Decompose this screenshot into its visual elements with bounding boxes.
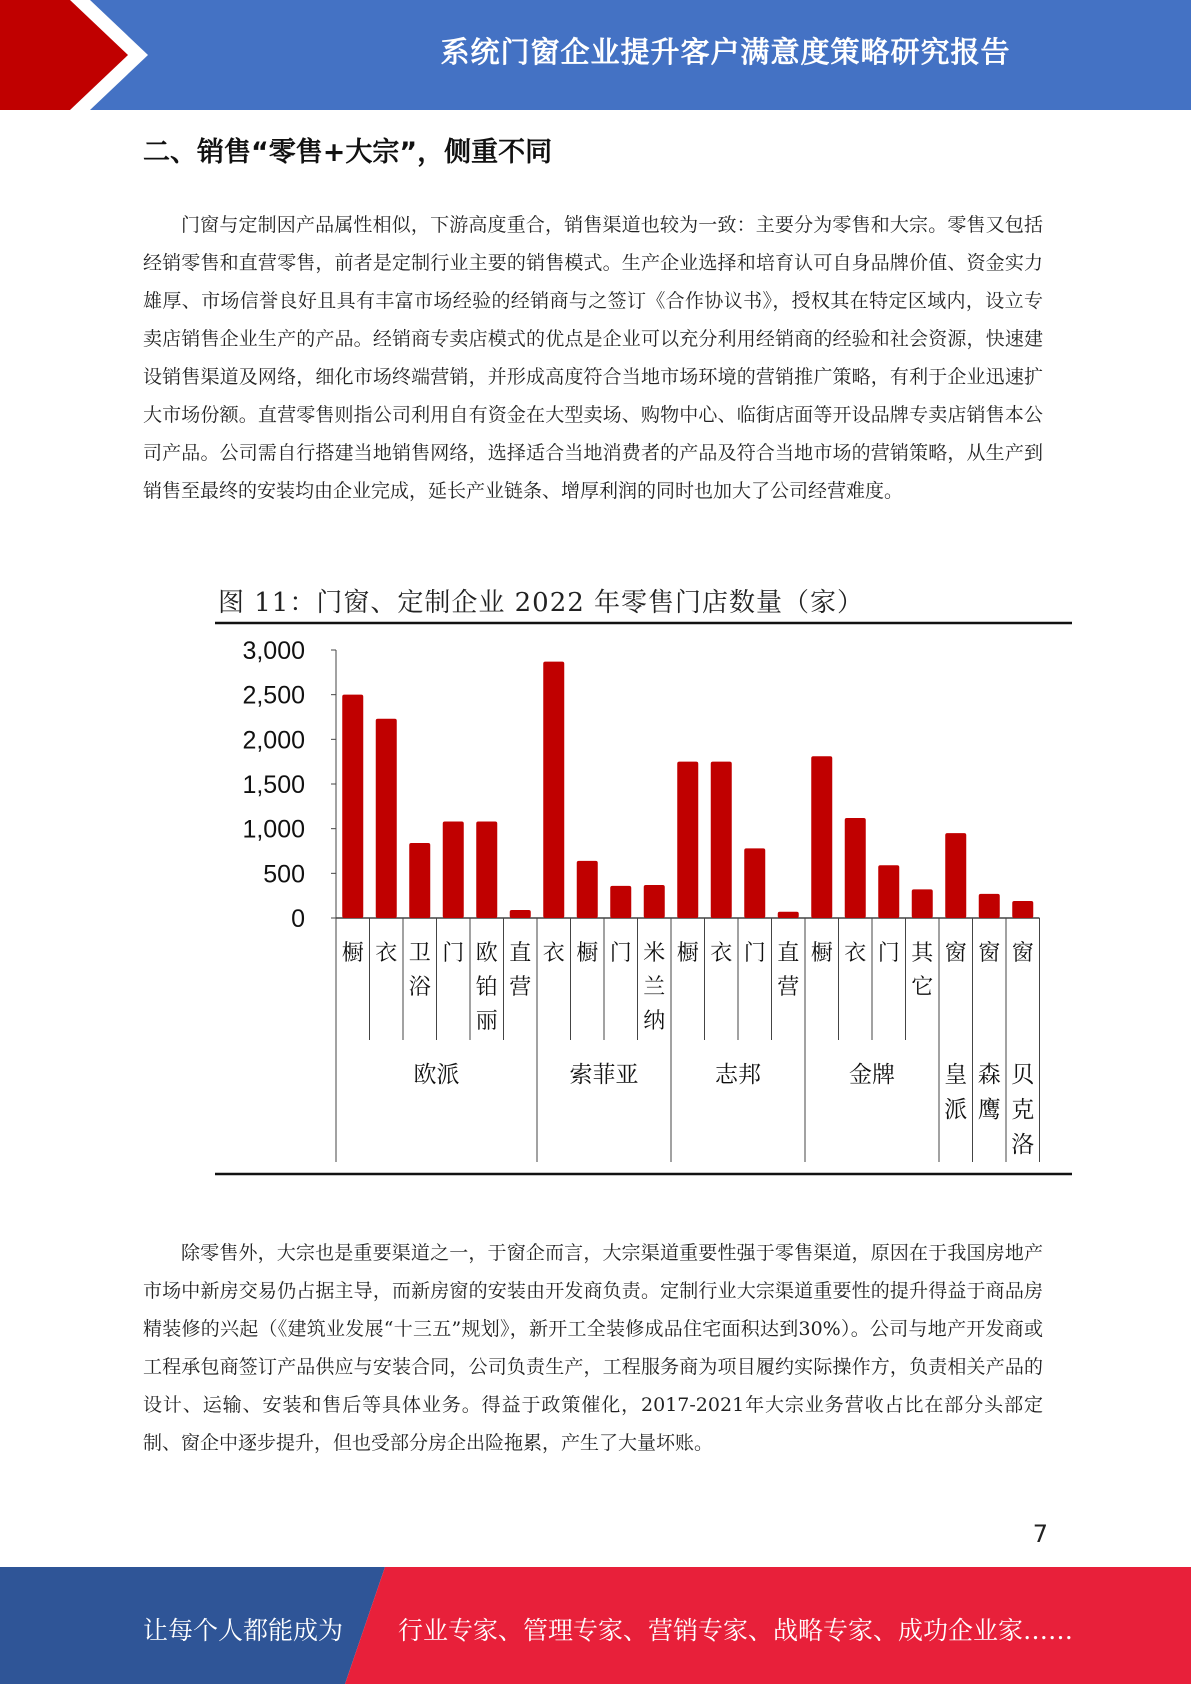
bar — [979, 894, 1000, 918]
category-label: 门 — [442, 941, 465, 966]
category-label: 直营 — [777, 941, 800, 1000]
group-label: 森鹰 — [977, 1062, 1001, 1123]
bar — [577, 861, 598, 918]
category-label: 窗 — [978, 941, 1001, 966]
bar — [342, 695, 363, 918]
category-label: 欧铂丽 — [475, 941, 498, 1034]
bar — [543, 662, 564, 918]
category-label: 衣 — [375, 941, 398, 966]
y-tick-label: 3,000 — [242, 637, 305, 665]
footer-banner — [0, 1567, 1191, 1684]
bar — [510, 910, 531, 918]
category-label: 窗 — [1011, 941, 1034, 966]
y-tick-label: 2,500 — [242, 681, 305, 710]
bar — [644, 885, 665, 918]
footer-slogan-right: 行业专家、管理专家、营销专家、战略专家、成功企业家…… — [398, 1616, 1074, 1645]
category-label: 橱 — [341, 941, 364, 966]
body-paragraph-1: 门窗与定制因产品属性相似，下游高度重合，销售渠道也较为一致：主要分为零售和大宗。零售又包括经销零售和直营零售，前者是定制行业主要的销售模式。生产企业选择和培育认可自身品牌价值、资金实力雄厚、市场信誉良好且具有丰富市场经验的经销商与之签订《合作协议书》，授权其在特定区域内，设立专卖店销售企业生产的产品。经销商专卖店模式的优点是企业可以充分利用经销商的经验和社会资源，快速建设销售渠道及网络，细化市场终端营销，并形成高度符合当地市场环境的营销推广策略，有利于企业迅速扩大市场份额。直营零售则指公司利用自有资金在大型卖场、购物中心、临街店面等开设品牌专卖店销售本公司产品。公司需自行搭建当地销售网络，选择适合当地消费者的产品及符合当地市场的营销策略，从生产到销售至最终的安装均由企业完成，延长产业链条、增厚利润的同时也加大了公司经营难度。 — [143, 214, 1043, 502]
bar — [878, 865, 899, 918]
bar — [677, 762, 698, 918]
bar — [1012, 901, 1033, 918]
bar — [409, 843, 430, 918]
group-label: 皇派 — [944, 1062, 968, 1123]
category-label: 门 — [609, 941, 632, 966]
body-paragraph-2: 除零售外，大宗也是重要渠道之一，于窗企而言，大宗渠道重要性强于零售渠道，原因在于我国房地产市场中新房交易仍占据主导，而新房窗的安装由开发商负责。定制行业大宗渠道重要性的提升得益于商品房精装修的兴起（《建筑业发展“十三五”规划》，新开工全装修成品住宅面积达到30%）。公司与地产开发商或工程承包商签订产品供应与安装合同，公司负责生产，工程服务商为项目履约实际操作方，负责相关产品的设计、运输、安装和售后等具体业务。得益于政策催化，2017-2021年大宗业务营收占比在部分头部定制、窗企中逐步提升，但也受部分房企出险拖累，产生了大量坏账。 — [143, 1242, 1043, 1454]
category-label: 衣 — [844, 941, 867, 966]
category-label: 橱 — [576, 941, 599, 966]
category-label: 橱 — [676, 941, 699, 966]
category-label: 窗 — [944, 941, 967, 966]
category-label: 直营 — [509, 941, 532, 1000]
bar — [744, 848, 765, 918]
category-label: 橱 — [810, 941, 833, 966]
group-label: 金牌 — [849, 1062, 895, 1088]
category-label: 衣 — [542, 941, 565, 966]
category-label: 衣 — [710, 941, 733, 966]
y-tick-label: 1,000 — [242, 815, 305, 844]
bar — [376, 719, 397, 918]
bar — [945, 833, 966, 918]
bar — [610, 886, 631, 918]
report-title: 系统门窗企业提升客户满意度策略研究报告 — [440, 35, 1011, 69]
y-tick-label: 2,000 — [242, 726, 305, 755]
category-label: 卫浴 — [408, 941, 431, 1000]
y-tick-label: 1,500 — [242, 771, 305, 799]
category-label: 米兰纳 — [643, 941, 666, 1034]
bar — [443, 822, 464, 918]
page-number: 7 — [1032, 1520, 1048, 1548]
chart-title: 图 11：门窗、定制企业 2022 年零售门店数量（家） — [218, 588, 865, 618]
section-heading: 二、销售“零售+大宗”，侧重不同 — [143, 137, 553, 168]
y-tick-label: 0 — [291, 905, 305, 933]
bar — [476, 822, 497, 918]
category-label: 门 — [743, 941, 766, 966]
footer-slogan-left: 让每个人都能成为 — [143, 1616, 344, 1645]
bar — [811, 756, 832, 918]
bar — [711, 762, 732, 918]
category-label: 其它 — [911, 941, 934, 1000]
bar — [778, 912, 799, 918]
group-label: 索菲亚 — [569, 1062, 639, 1088]
group-label: 志邦 — [715, 1062, 761, 1088]
bar — [912, 889, 933, 918]
group-label: 欧派 — [413, 1062, 460, 1088]
category-label: 门 — [877, 941, 900, 966]
y-tick-label: 500 — [263, 860, 305, 889]
bar — [845, 818, 866, 918]
group-label: 贝克洛 — [1011, 1062, 1035, 1158]
